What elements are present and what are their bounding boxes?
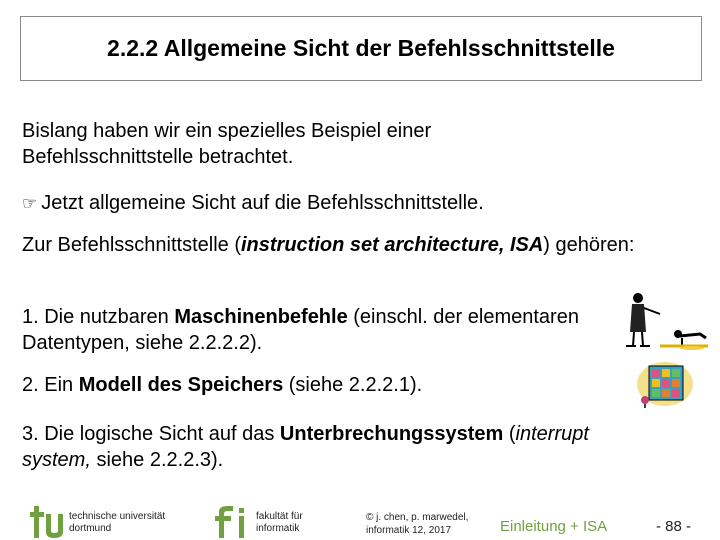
copy-line1: © j. chen, p. marwedel,	[366, 512, 469, 523]
footer-chapter: Einleitung + ISA	[500, 518, 608, 535]
fak-line1: fakultät für	[256, 511, 303, 522]
item3-bold: Unterbrechungssystem	[279, 423, 504, 445]
intro-paragraph: Bislang haben wir ein spezielles Beispiel einer Befehlsschnittstelle betrachtet.	[22, 120, 432, 168]
uni-line2: dortmund	[69, 523, 112, 534]
item1-prefix: 1. Die nutzbaren	[22, 306, 175, 328]
title-box	[20, 16, 702, 81]
hint-paragraph	[22, 190, 662, 217]
isa-suffix: ) gehören:	[543, 234, 635, 256]
item2-bold: Modell des Speichers	[78, 374, 284, 396]
university-name	[69, 511, 165, 535]
list-item-machine-instructions	[22, 304, 622, 356]
list-item-memory-model	[22, 372, 622, 398]
pointing-hand-icon: ☞	[22, 194, 38, 213]
item2-prefix: 2. Ein	[22, 374, 79, 396]
item3-suffix: siehe 2.2.2.3).	[90, 449, 224, 471]
teacher-clipart-icon	[620, 290, 710, 352]
copyright	[366, 511, 468, 537]
page-number: - 88 -	[656, 518, 692, 535]
fi-logo-icon	[215, 506, 249, 538]
item3-prefix: 3. Die logische Sicht auf das	[22, 423, 280, 445]
item3-mid: (	[503, 423, 516, 445]
copy-line2: informatik 12, 2017	[366, 525, 452, 536]
tu-logo-icon	[30, 506, 64, 538]
item3-italic: interrupt system,	[22, 423, 589, 471]
faculty-name	[256, 511, 303, 535]
slide-title: 2.2.2 Allgemeine Sicht der Befehlsschnittstelle	[107, 35, 615, 61]
list-item-interrupt-system	[22, 421, 662, 473]
fak-line2: informatik	[256, 523, 300, 534]
hint-text: Jetzt allgemeine Sicht auf die Befehlsschnittstelle.	[41, 192, 484, 214]
memory-clipart-icon	[635, 360, 697, 410]
isa-paragraph	[22, 232, 682, 258]
isa-prefix: Zur Befehlsschnittstelle (	[22, 234, 241, 256]
item2-suffix: (siehe 2.2.2.1).	[283, 374, 423, 396]
isa-term: instruction set architecture, ISA	[240, 234, 544, 256]
uni-line1: technische universität	[69, 511, 166, 522]
item1-suffix: (einschl. der elementaren Datentypen, siehe 2.2.2.2).	[22, 306, 579, 354]
item1-bold: Maschinenbefehle	[174, 306, 348, 328]
